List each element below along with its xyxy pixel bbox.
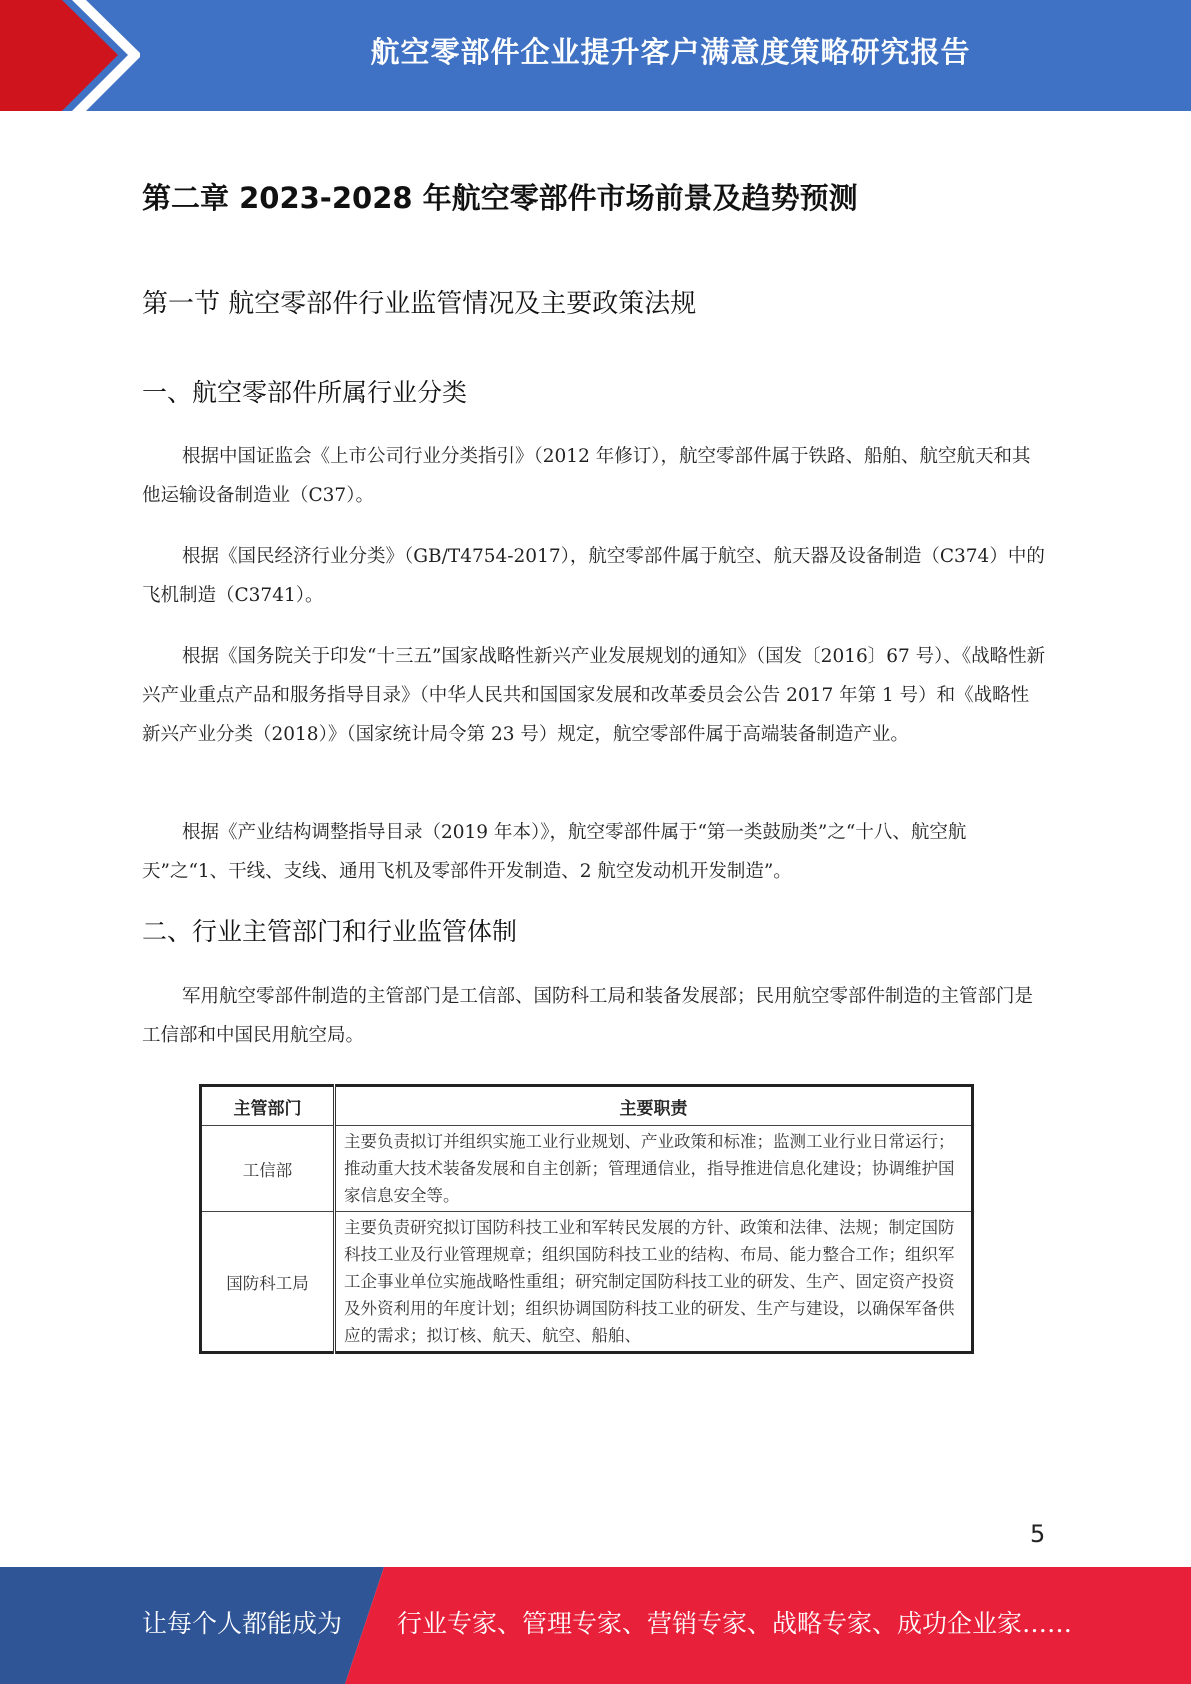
- footer-slogan-right: 行业专家、管理专家、营销专家、战略专家、成功企业家……: [397, 1609, 1073, 1638]
- paragraph: 根据《产业结构调整指导目录（2019 年本）》，航空零部件属于“第一类鼓励类”之“十八、航空航天”之“1、干线、支线、通用飞机及零部件开发制造、2 航空发动机开发制造”。: [142, 822, 967, 882]
- column-header: 主管部门: [201, 1086, 335, 1126]
- department-cell: 工信部: [201, 1126, 335, 1212]
- column-header: 主要职责: [335, 1086, 973, 1126]
- footer-slogan-left: 让每个人都能成为: [142, 1609, 343, 1638]
- department-cell: 国防科工局: [201, 1212, 335, 1353]
- footer-banner: [0, 1567, 1191, 1684]
- subsection-heading: 一、航空零部件所属行业分类: [142, 378, 468, 407]
- duties-cell: 主要负责拟订并组织实施工业行业规划、产业政策和标准；监测工业行业日常运行；推动重大技术装备发展和自主创新；管理通信业，指导推进信息化建设；协调维护国家信息安全等。: [335, 1126, 973, 1212]
- report-title: 航空零部件企业提升客户满意度策略研究报告: [370, 35, 971, 69]
- regulator-table: [199, 1084, 974, 1354]
- section-title: 第一节 航空零部件行业监管情况及主要政策法规: [142, 289, 697, 319]
- paragraph: 军用航空零部件制造的主管部门是工信部、国防科工局和装备发展部；民用航空零部件制造的主管部门是工信部和中国民用航空局。: [142, 986, 1034, 1046]
- header-banner: [0, 0, 1191, 111]
- paragraph: 根据《国务院关于印发“十三五”国家战略性新兴产业发展规划的通知》（国发〔2016〕67 号）、《战略性新兴产业重点产品和服务指导目录》（中华人民共和国国家发展和改革委员会公告 2017 年第 1 号）和《战略性新兴产业分类（2018）》（国家统计局令第 23 号）规定，航空零部件属于高端装备制造产业。: [142, 646, 1046, 745]
- paragraph: 根据《国民经济行业分类》（GB/T4754-2017），航空零部件属于航空、航天器及设备制造（C374）中的飞机制造（C3741）。: [142, 546, 1045, 606]
- header-chevron-graphic: [0, 0, 140, 111]
- duties-cell: 主要负责研究拟订国防科技工业和军转民发展的方针、政策和法律、法规；制定国防科技工业及行业管理规章；组织国防科技工业的结构、布局、能力整合工作；组织军工企事业单位实施战略性重组；研究制定国防科技工业的研发、生产、固定资产投资及外资利用的年度计划；组织协调国防科技工业的研发、生产与建设，以确保军备供应的需求；拟订核、航天、航空、船舶、: [335, 1212, 973, 1353]
- table-header-row: [201, 1086, 973, 1126]
- page-number: 5: [1030, 1520, 1046, 1548]
- table-row: [201, 1212, 973, 1353]
- paragraph: 根据中国证监会《上市公司行业分类指引》（2012 年修订），航空零部件属于铁路、船舶、航空航天和其他运输设备制造业（C37）。: [142, 446, 1031, 506]
- table-row: [201, 1126, 973, 1212]
- chapter-title: 第二章 2023-2028 年航空零部件市场前景及趋势预测: [142, 181, 858, 215]
- subsection-heading: 二、行业主管部门和行业监管体制: [142, 917, 518, 946]
